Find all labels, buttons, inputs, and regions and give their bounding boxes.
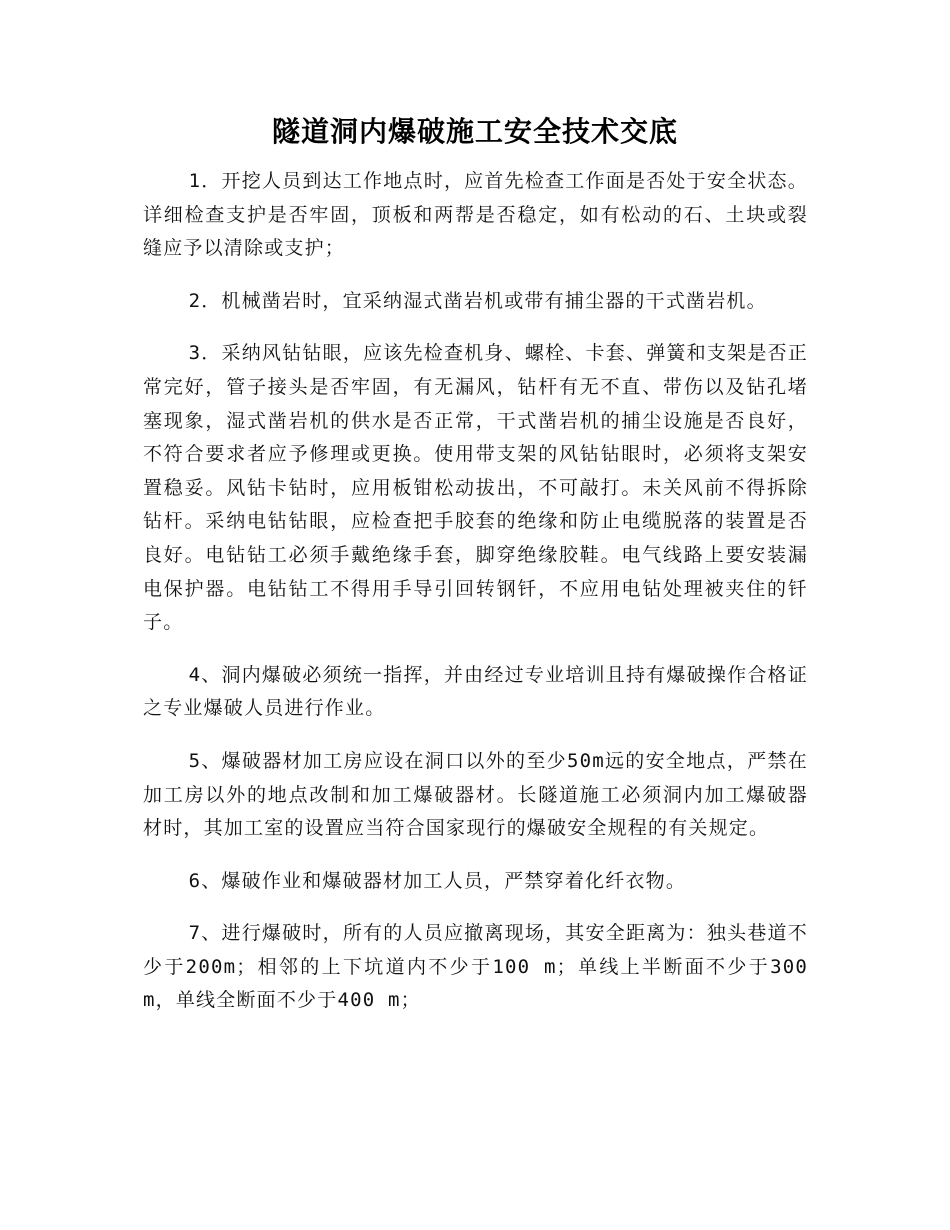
- paragraph-3: 3．采纳风钻钻眼，应该先检查机身、螺栓、卡套、弹簧和支架是否正常完好，管子接头是否牢固，有无漏风，钻杆有无不直、带伤以及钻孔堵塞现象，湿式凿岩机的供水是否正常，干式凿岩机的捕尘设施是否良好，不符合要求者应予修理或更换。使用带支架的风钻钻眼时，必须将支架安置稳妥。风钻卡钻时，应用板钳松动拔出，不可敲打。未关风前不得拆除钻杆。采纳电钻钻眼，应检查把手胶套的绝缘和防止电缆脱落的装置是否良好。电钻钻工必须手戴绝缘手套，脚穿绝缘胶鞋。电气线路上要安装漏电保护器。电钻钻工不得用手导引回转钢钎，不应用电钻处理被夹住的钎子。: [143, 342, 808, 634]
- paragraph-2: 2．机械凿岩时，宜采纳湿式凿岩机或带有捕尘器的干式凿岩机。: [188, 289, 767, 312]
- paragraph-7: 7、进行爆破时，所有的人员应撤离现场，其安全距离为：独头巷道不少于200m；相邻的上下坑道内不少于100 m；单线上半断面不少于300m，单线全断面不少于400 m；: [143, 922, 808, 1012]
- document-title: 隧道洞内爆破施工安全技术交底: [271, 115, 678, 148]
- document-body: [143, 165, 808, 1037]
- paragraph-1: 1．开挖人员到达工作地点时，应首先检查工作面是否处于安全状态。详细检查支护是否牢固，顶板和两帮是否稳定，如有松动的石、土块或裂缝应予以清除或支护；: [143, 170, 808, 260]
- paragraph-5: 5、爆破器材加工房应设在洞口以外的至少50m远的安全地点，严禁在加工房以外的地点改制和加工爆破器材。长隧道施工必须洞内加工爆破器材时，其加工室的设置应当符合国家现行的爆破安全规程的有关规定。: [143, 749, 808, 840]
- paragraph-4: 4、洞内爆破必须统一指挥，并由经过专业培训且持有爆破操作合格证之专业爆破人员进行作业。: [143, 663, 808, 720]
- paragraph-6: 6、爆破作业和爆破器材加工人员，严禁穿着化纤衣物。: [188, 869, 687, 892]
